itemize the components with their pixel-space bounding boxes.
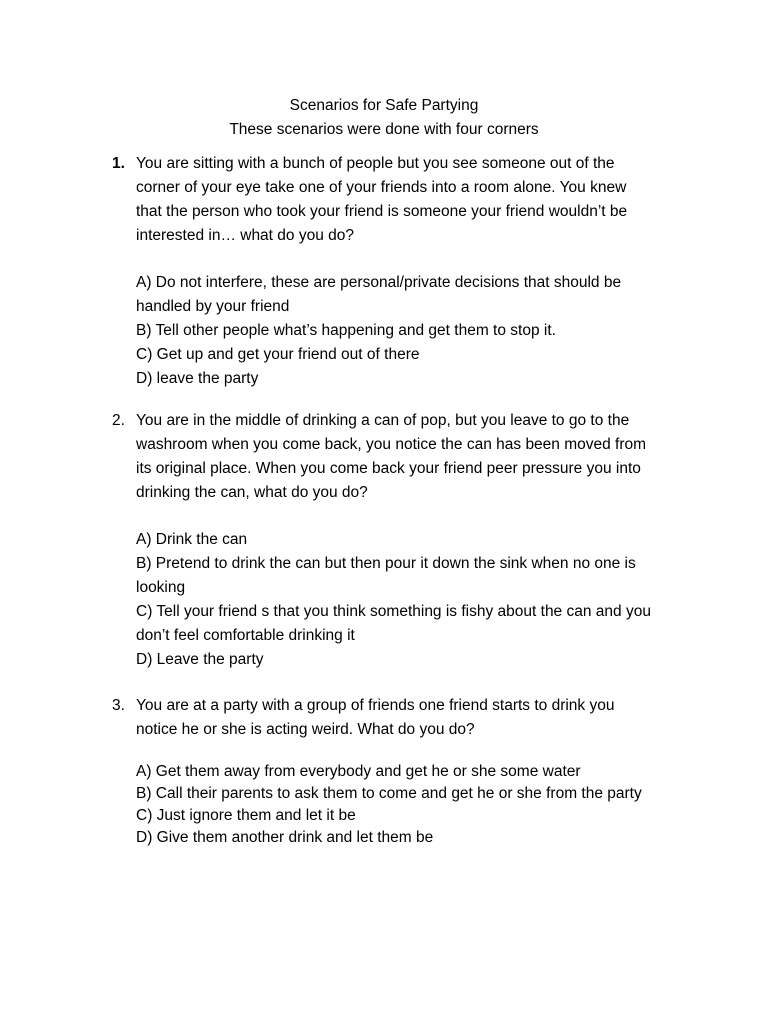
prompt-line: drinking the can, what do you do?	[136, 484, 368, 501]
option-line: handled by your friend	[136, 298, 290, 315]
option-line: A) Get them away from everybody and get he or she some water	[136, 763, 581, 780]
question-number: 3.	[112, 697, 125, 714]
question-number: 1.	[112, 155, 125, 172]
title-block	[0, 94, 768, 142]
spacer	[136, 248, 681, 271]
option-line: B) Call their parents to ask them to come and get he or she from the party	[136, 785, 642, 802]
prompt-line: interested in… what do you do?	[136, 227, 354, 244]
spacer	[136, 742, 681, 761]
prompt-line: You are in the middle of drinking a can of pop, but you leave to go to the	[136, 412, 630, 429]
spacer	[136, 505, 681, 528]
options-list	[136, 761, 681, 849]
option-line: C) Tell your friend s that you think something is fishy about the can and you	[136, 603, 651, 620]
option-line: A) Do not interfere, these are personal/private decisions that should be	[136, 274, 622, 291]
option-line: B) Tell other people what’s happening and get them to stop it.	[136, 322, 556, 339]
options-list	[136, 528, 681, 672]
prompt-line: notice he or she is acting weird. What do you do?	[136, 721, 475, 738]
question-body	[136, 152, 681, 391]
option-line: B) Pretend to drink the can but then pour it down the sink when no one is	[136, 555, 636, 572]
prompt-line: You are sitting with a bunch of people but you see someone out of the	[136, 155, 615, 172]
option-line: looking	[136, 579, 186, 596]
question-body	[136, 409, 681, 672]
option-line: don’t feel comfortable drinking it	[136, 627, 355, 644]
document-subtitle: These scenarios were done with four corners	[229, 121, 539, 138]
option-line: D) leave the party	[136, 370, 259, 387]
prompt-line: corner of your eye take one of your friends into a room alone. You knew	[136, 179, 627, 196]
option-line: A) Drink the can	[136, 531, 248, 548]
option-line: C) Just ignore them and let it be	[136, 807, 356, 824]
prompt-line: that the person who took your friend is someone your friend wouldn’t be	[136, 203, 628, 220]
question-number: 2.	[112, 412, 125, 429]
document-title: Scenarios for Safe Partying	[289, 97, 479, 114]
prompt-line: its original place. When you come back your friend peer pressure you into	[136, 460, 641, 477]
option-line: D) Give them another drink and let them be	[136, 829, 434, 846]
prompt-line: You are at a party with a group of friends one friend starts to drink you	[136, 697, 615, 714]
option-line: C) Get up and get your friend out of there	[136, 346, 420, 363]
question-body	[136, 694, 681, 849]
option-line: D) Leave the party	[136, 651, 264, 668]
options-list	[136, 271, 681, 391]
prompt-line: washroom when you come back, you notice the can has been moved from	[136, 436, 647, 453]
